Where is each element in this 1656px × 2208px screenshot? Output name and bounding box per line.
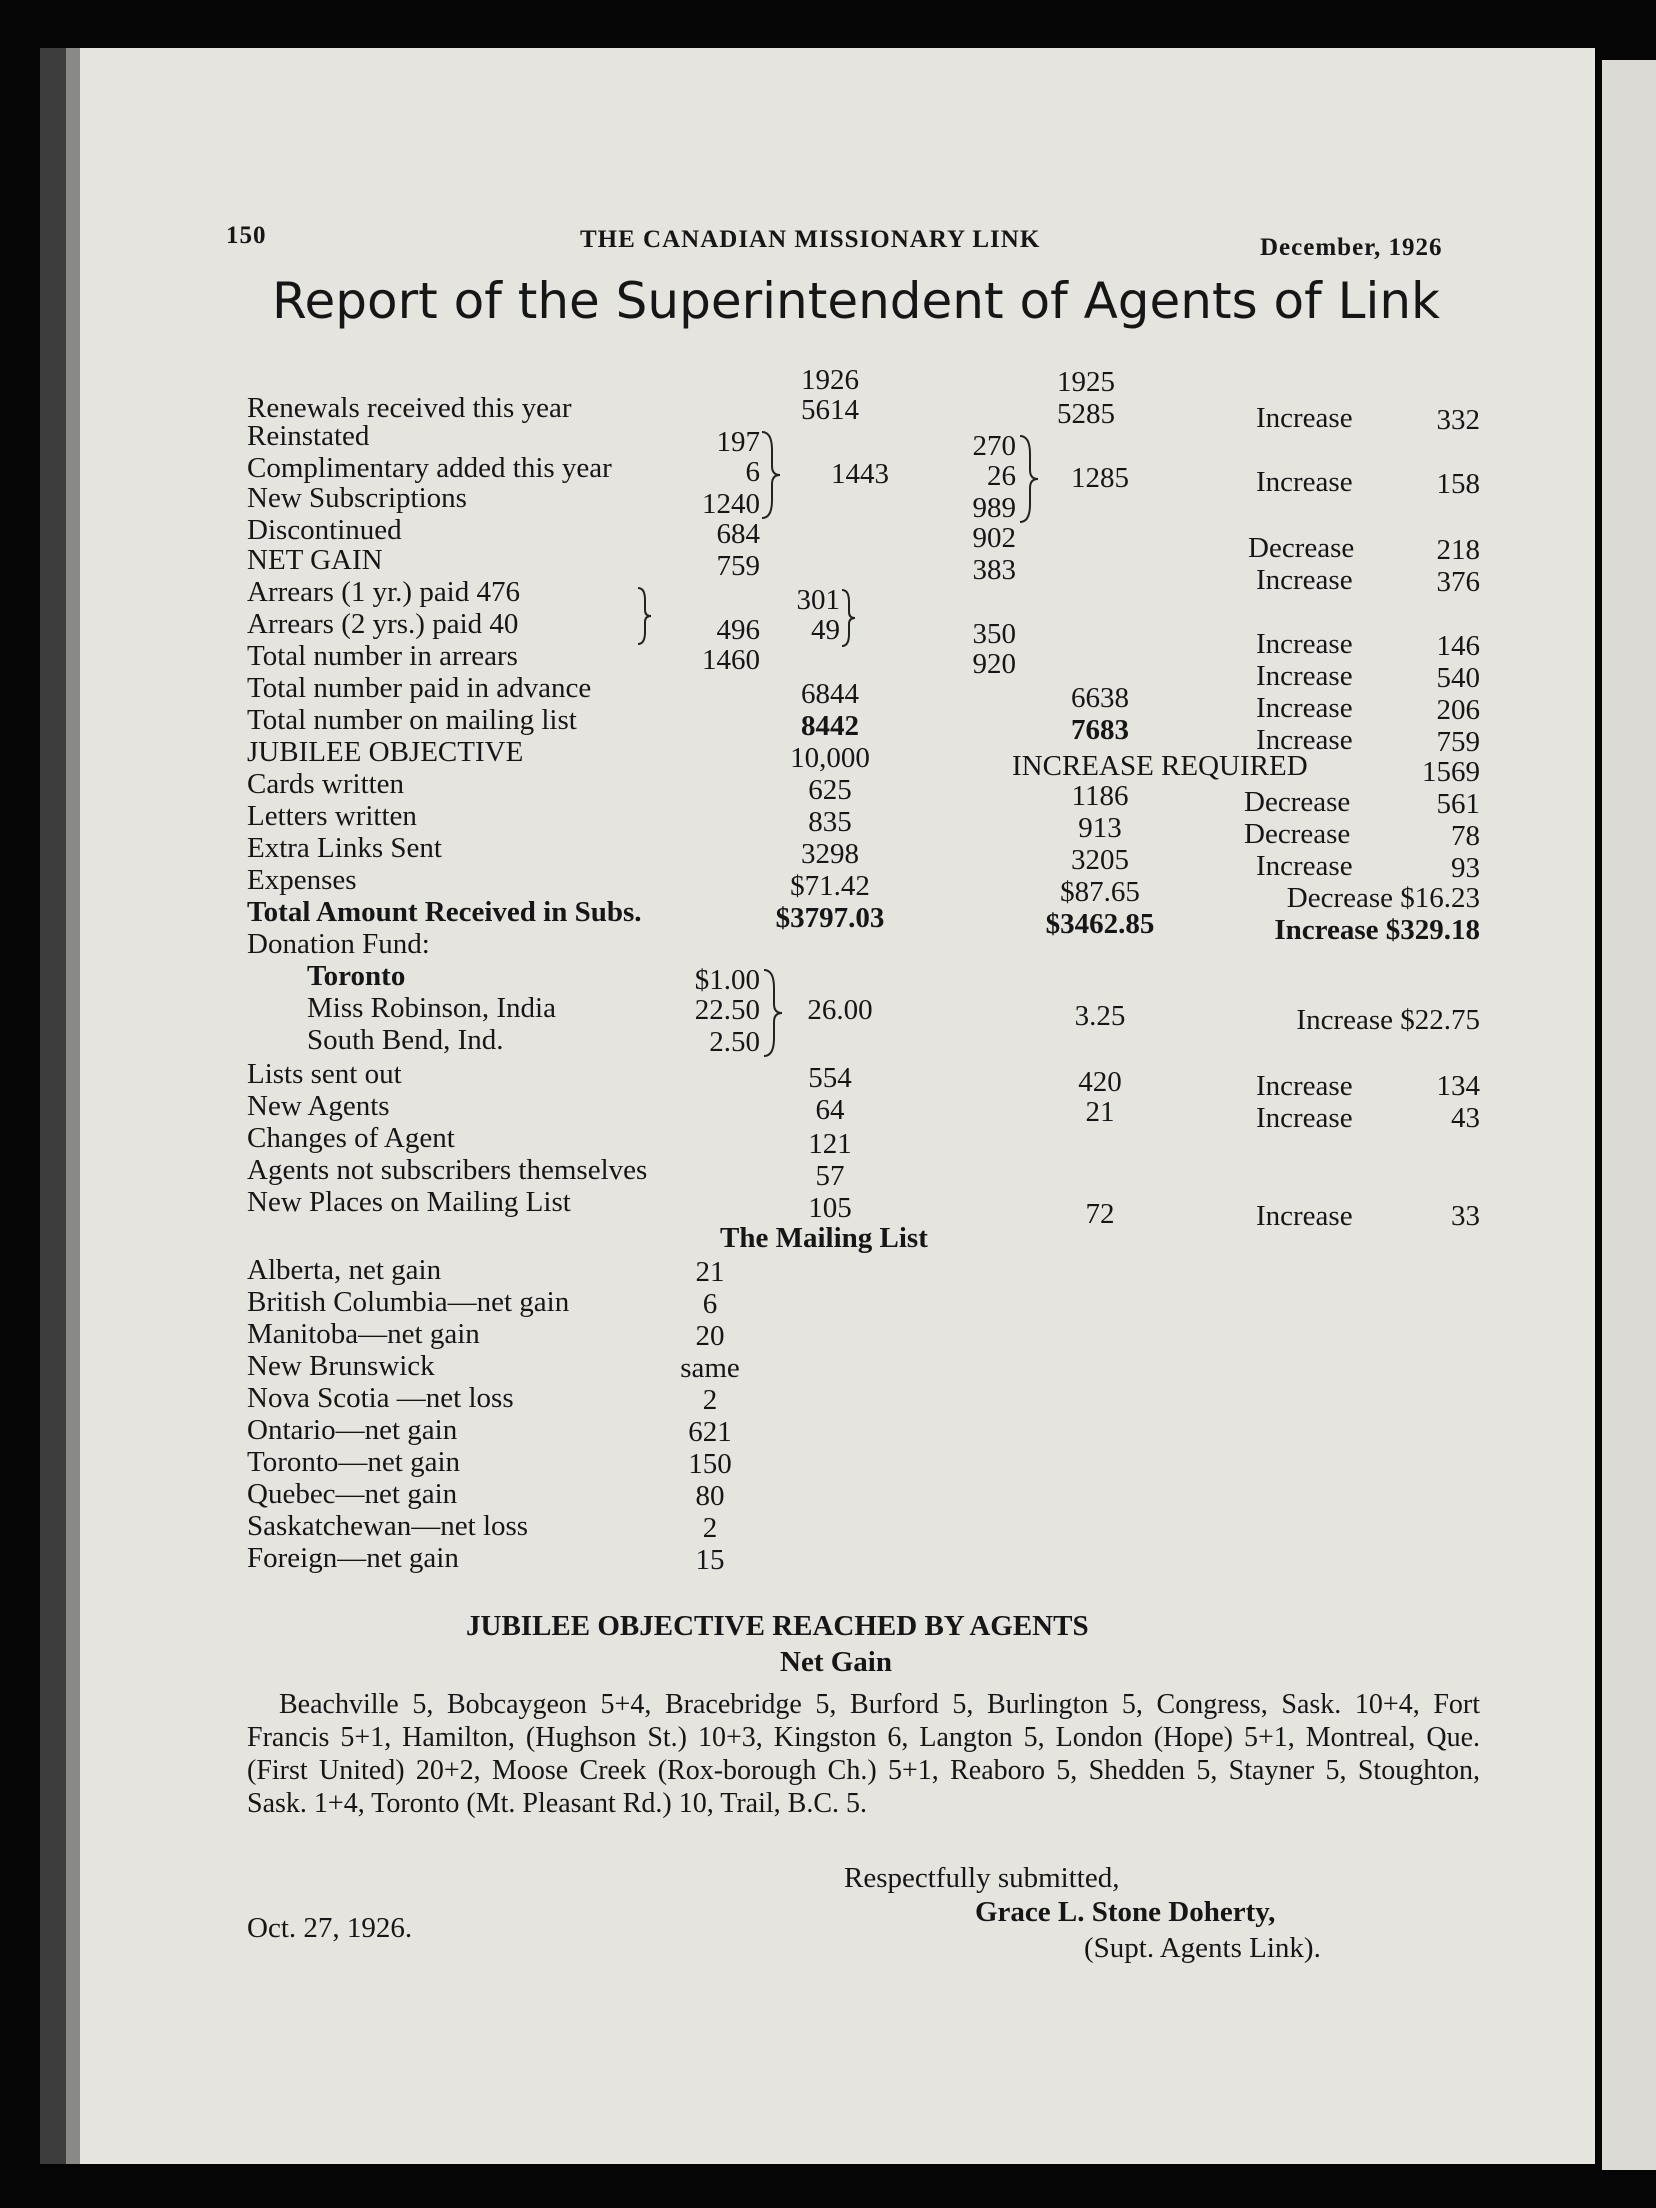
row-label: Lists sent out <box>247 1058 402 1090</box>
value-1926: 835 <box>808 806 852 838</box>
sub-value-1925: 383 <box>972 554 1016 586</box>
row-label: Changes of Agent <box>247 1122 455 1154</box>
donation-item: South Bend, Ind. <box>307 1024 504 1056</box>
mailing-item-label: Alberta, net gain <box>247 1254 442 1286</box>
prev-value: 49 <box>811 614 840 646</box>
change-amount: 43 <box>1451 1102 1480 1134</box>
value-1926: $3797.03 <box>775 902 885 934</box>
donation-amount: 22.50 <box>694 994 760 1026</box>
change-label: Increase <box>1256 660 1353 692</box>
jubilee-paragraph: Beachville 5, Bobcaygeon 5+4, Bracebridge 5, Burford 5, Burlington 5, Congress, Sask. 10+4, Fort Francis 5+1, Hamilton, (Hughson St.) 10+3, Kingston 6, Langton 5, London (Hope) 5+1, Montreal, Que. (First United) 20+2, Moose Creek (Rox-borough Ch.) 5+1, Reaboro 5, Shedden 5, Stayner 5, Stoughton, Sask. 1+4, Toronto (Mt. Pleasant Rd.) 10, Trail, B.C. 5. <box>247 1689 1480 1819</box>
value-1926: 625 <box>808 774 852 806</box>
change-label: Increase <box>1256 628 1353 660</box>
column-1926: 1926 <box>801 364 859 396</box>
row-label: Total number in arrears <box>247 640 518 672</box>
mailing-item-value: 2 <box>702 1384 718 1416</box>
value-1925: 1285 <box>1071 462 1129 494</box>
jubilee-subheading: Net Gain <box>780 1646 892 1678</box>
row-label: Reinstated <box>247 420 370 452</box>
change-amount: 158 <box>1436 468 1480 500</box>
donation-change: Increase $22.75 <box>1296 1004 1480 1036</box>
value-1926: 554 <box>808 1062 852 1094</box>
donation-prev: 3.25 <box>1074 1000 1126 1032</box>
page-number: 150 <box>226 222 267 249</box>
book-binding-edge <box>66 48 80 2164</box>
journal-title: THE CANADIAN MISSIONARY LINK <box>580 226 1041 253</box>
change-label: Increase <box>1256 1200 1353 1232</box>
mailing-item-value: 6 <box>702 1288 718 1320</box>
mailing-item-value: 15 <box>695 1544 725 1576</box>
issue-date: December, 1926 <box>1260 234 1443 261</box>
value-1926: 64 <box>815 1094 845 1126</box>
row-label: Agents not subscribers themselves <box>247 1154 648 1186</box>
donation-amount: $1.00 <box>694 964 760 996</box>
mailing-item-label: Foreign—net gain <box>247 1542 459 1574</box>
change-amount: 93 <box>1451 852 1480 884</box>
change-label: Increase <box>1256 1070 1353 1102</box>
change-label: Decrease <box>1248 532 1355 564</box>
jubilee-heading: JUBILEE OBJECTIVE REACHED BY AGENTS <box>466 1610 1089 1642</box>
row-label: Renewals received this year <box>247 392 572 424</box>
mailing-item-value: 621 <box>688 1416 732 1448</box>
respectfully-submitted: Respectfully submitted, <box>844 1862 1120 1894</box>
mailing-item-label: Manitoba—net gain <box>247 1318 480 1350</box>
value-1926: 121 <box>808 1128 852 1160</box>
mailing-item-label: Quebec—net gain <box>247 1478 458 1510</box>
mailing-item-value: 150 <box>688 1448 732 1480</box>
change-amount: 376 <box>1436 566 1480 598</box>
value-1925: 6638 <box>1071 682 1129 714</box>
value-1926: 10,000 <box>790 742 870 774</box>
increase-required-label: INCREASE REQUIRED <box>1012 750 1308 782</box>
row-label: New Places on Mailing List <box>247 1186 571 1218</box>
sub-value-1925: 26 <box>987 460 1016 492</box>
mailing-item-value: 21 <box>695 1256 725 1288</box>
value-1925: $87.65 <box>1060 876 1140 908</box>
row-label: Arrears (1 yr.) paid 476 <box>247 576 520 608</box>
sub-value-1926: 496 <box>716 614 760 646</box>
signature-name: Grace L. Stone Doherty, <box>975 1896 1276 1928</box>
change-label: Increase $329.18 <box>1274 914 1480 946</box>
donation-total: 26.00 <box>807 994 873 1026</box>
change-label: Increase <box>1256 724 1353 756</box>
adjacent-page-edge <box>1602 60 1656 2170</box>
change-label: Increase <box>1256 850 1353 882</box>
sub-value-1926: 684 <box>716 518 760 550</box>
change-amount: 332 <box>1436 404 1480 436</box>
value-1925: $3462.85 <box>1045 908 1155 940</box>
sub-value-1925: 350 <box>972 618 1016 650</box>
row-label: Complimentary added this year <box>247 452 612 484</box>
mailing-item-label: Ontario—net gain <box>247 1414 458 1446</box>
change-label: Increase <box>1256 466 1353 498</box>
mailing-item-label: Toronto—net gain <box>247 1446 461 1478</box>
change-amount: 134 <box>1436 1070 1480 1102</box>
value-1925: 5285 <box>1057 398 1115 430</box>
report-title: Report of the Superintendent of Agents of Link <box>272 272 1440 330</box>
row-label: JUBILEE OBJECTIVE <box>247 736 524 768</box>
mailing-item-value: 80 <box>695 1480 725 1512</box>
change-label: Increase <box>1256 692 1353 724</box>
row-label: Letters written <box>247 800 417 832</box>
value-1925: 7683 <box>1071 714 1129 746</box>
row-label: Total number paid in advance <box>247 672 592 704</box>
sub-value-1925: 989 <box>972 492 1016 524</box>
donation-amount: 2.50 <box>709 1026 760 1058</box>
change-label: Increase <box>1256 564 1353 596</box>
sub-value-1926: 759 <box>716 550 760 582</box>
document-page <box>40 48 1595 2164</box>
donation-item: Miss Robinson, India <box>307 992 556 1024</box>
mailing-item-value: 2 <box>702 1512 718 1544</box>
change-amount: 33 <box>1451 1200 1480 1232</box>
column-1925: 1925 <box>1057 366 1115 398</box>
value-1925: 21 <box>1085 1096 1115 1128</box>
value-1926: 6844 <box>801 678 859 710</box>
sub-value-1925: 270 <box>972 430 1016 462</box>
row-label: New Subscriptions <box>247 482 467 514</box>
mailing-item-label: Nova Scotia —net loss <box>247 1382 514 1414</box>
change-amount: 218 <box>1436 534 1480 566</box>
value-1926: $71.42 <box>790 870 870 902</box>
change-label: Increase <box>1256 402 1353 434</box>
row-label: New Agents <box>247 1090 390 1122</box>
increase-required-value: 1569 <box>1422 756 1480 788</box>
value-1926: 57 <box>815 1160 845 1192</box>
value-1926: 8442 <box>801 710 859 742</box>
mailing-item-label: British Columbia—net gain <box>247 1286 570 1318</box>
row-label: NET GAIN <box>247 544 383 576</box>
brace-icon <box>1018 434 1040 524</box>
brace-icon <box>760 430 782 520</box>
donation-item: Toronto <box>307 960 406 992</box>
value-1925: 72 <box>1085 1198 1115 1230</box>
sub-value-1925: 920 <box>972 648 1016 680</box>
brace-icon <box>840 588 858 648</box>
change-amount: 78 <box>1451 820 1480 852</box>
brace-icon <box>636 586 654 646</box>
row-label: Total Amount Received in Subs. <box>247 896 642 928</box>
value-1925: 420 <box>1078 1066 1122 1098</box>
book-binding <box>40 48 69 2164</box>
sub-value-1926: 1240 <box>702 488 760 520</box>
value-1925: 1186 <box>1071 780 1129 812</box>
row-label: Extra Links Sent <box>247 832 442 864</box>
value-1925: 3205 <box>1071 844 1129 876</box>
change-amount: 759 <box>1436 726 1480 758</box>
row-label: Total number on mailing list <box>247 704 577 736</box>
row-label: Arrears (2 yrs.) paid 40 <box>247 608 519 640</box>
row-label: Discontinued <box>247 514 402 546</box>
change-label: Decrease <box>1244 786 1351 818</box>
sub-value-1926: 1460 <box>702 644 760 676</box>
change-label: Decrease $16.23 <box>1286 882 1480 914</box>
mailing-item-value: 20 <box>695 1320 725 1352</box>
change-amount: 561 <box>1436 788 1480 820</box>
change-label: Increase <box>1256 1102 1353 1134</box>
signature-role: (Supt. Agents Link). <box>1084 1932 1321 1964</box>
row-label: Cards written <box>247 768 405 800</box>
mailing-item-value: same <box>680 1352 740 1384</box>
change-amount: 206 <box>1436 694 1480 726</box>
mailing-list-heading: The Mailing List <box>720 1222 928 1254</box>
mailing-item-label: Saskatchewan—net loss <box>247 1510 529 1542</box>
row-label: Expenses <box>247 864 357 896</box>
value-1925: 913 <box>1078 812 1122 844</box>
value-1926: 105 <box>808 1192 852 1224</box>
change-amount: 146 <box>1436 630 1480 662</box>
value-1926: 5614 <box>801 394 859 426</box>
report-date: Oct. 27, 1926. <box>247 1912 413 1944</box>
sub-value-1926: 197 <box>716 426 760 458</box>
value-1926: 3298 <box>801 838 859 870</box>
donation-label: Donation Fund: <box>247 928 430 960</box>
mailing-item-label: New Brunswick <box>247 1350 435 1382</box>
change-label: Decrease <box>1244 818 1351 850</box>
sub-value-1926: 6 <box>745 456 760 488</box>
change-amount: 540 <box>1436 662 1480 694</box>
value-1926: 1443 <box>831 458 889 490</box>
prev-value: 301 <box>796 584 840 616</box>
sub-value-1925: 902 <box>972 522 1016 554</box>
